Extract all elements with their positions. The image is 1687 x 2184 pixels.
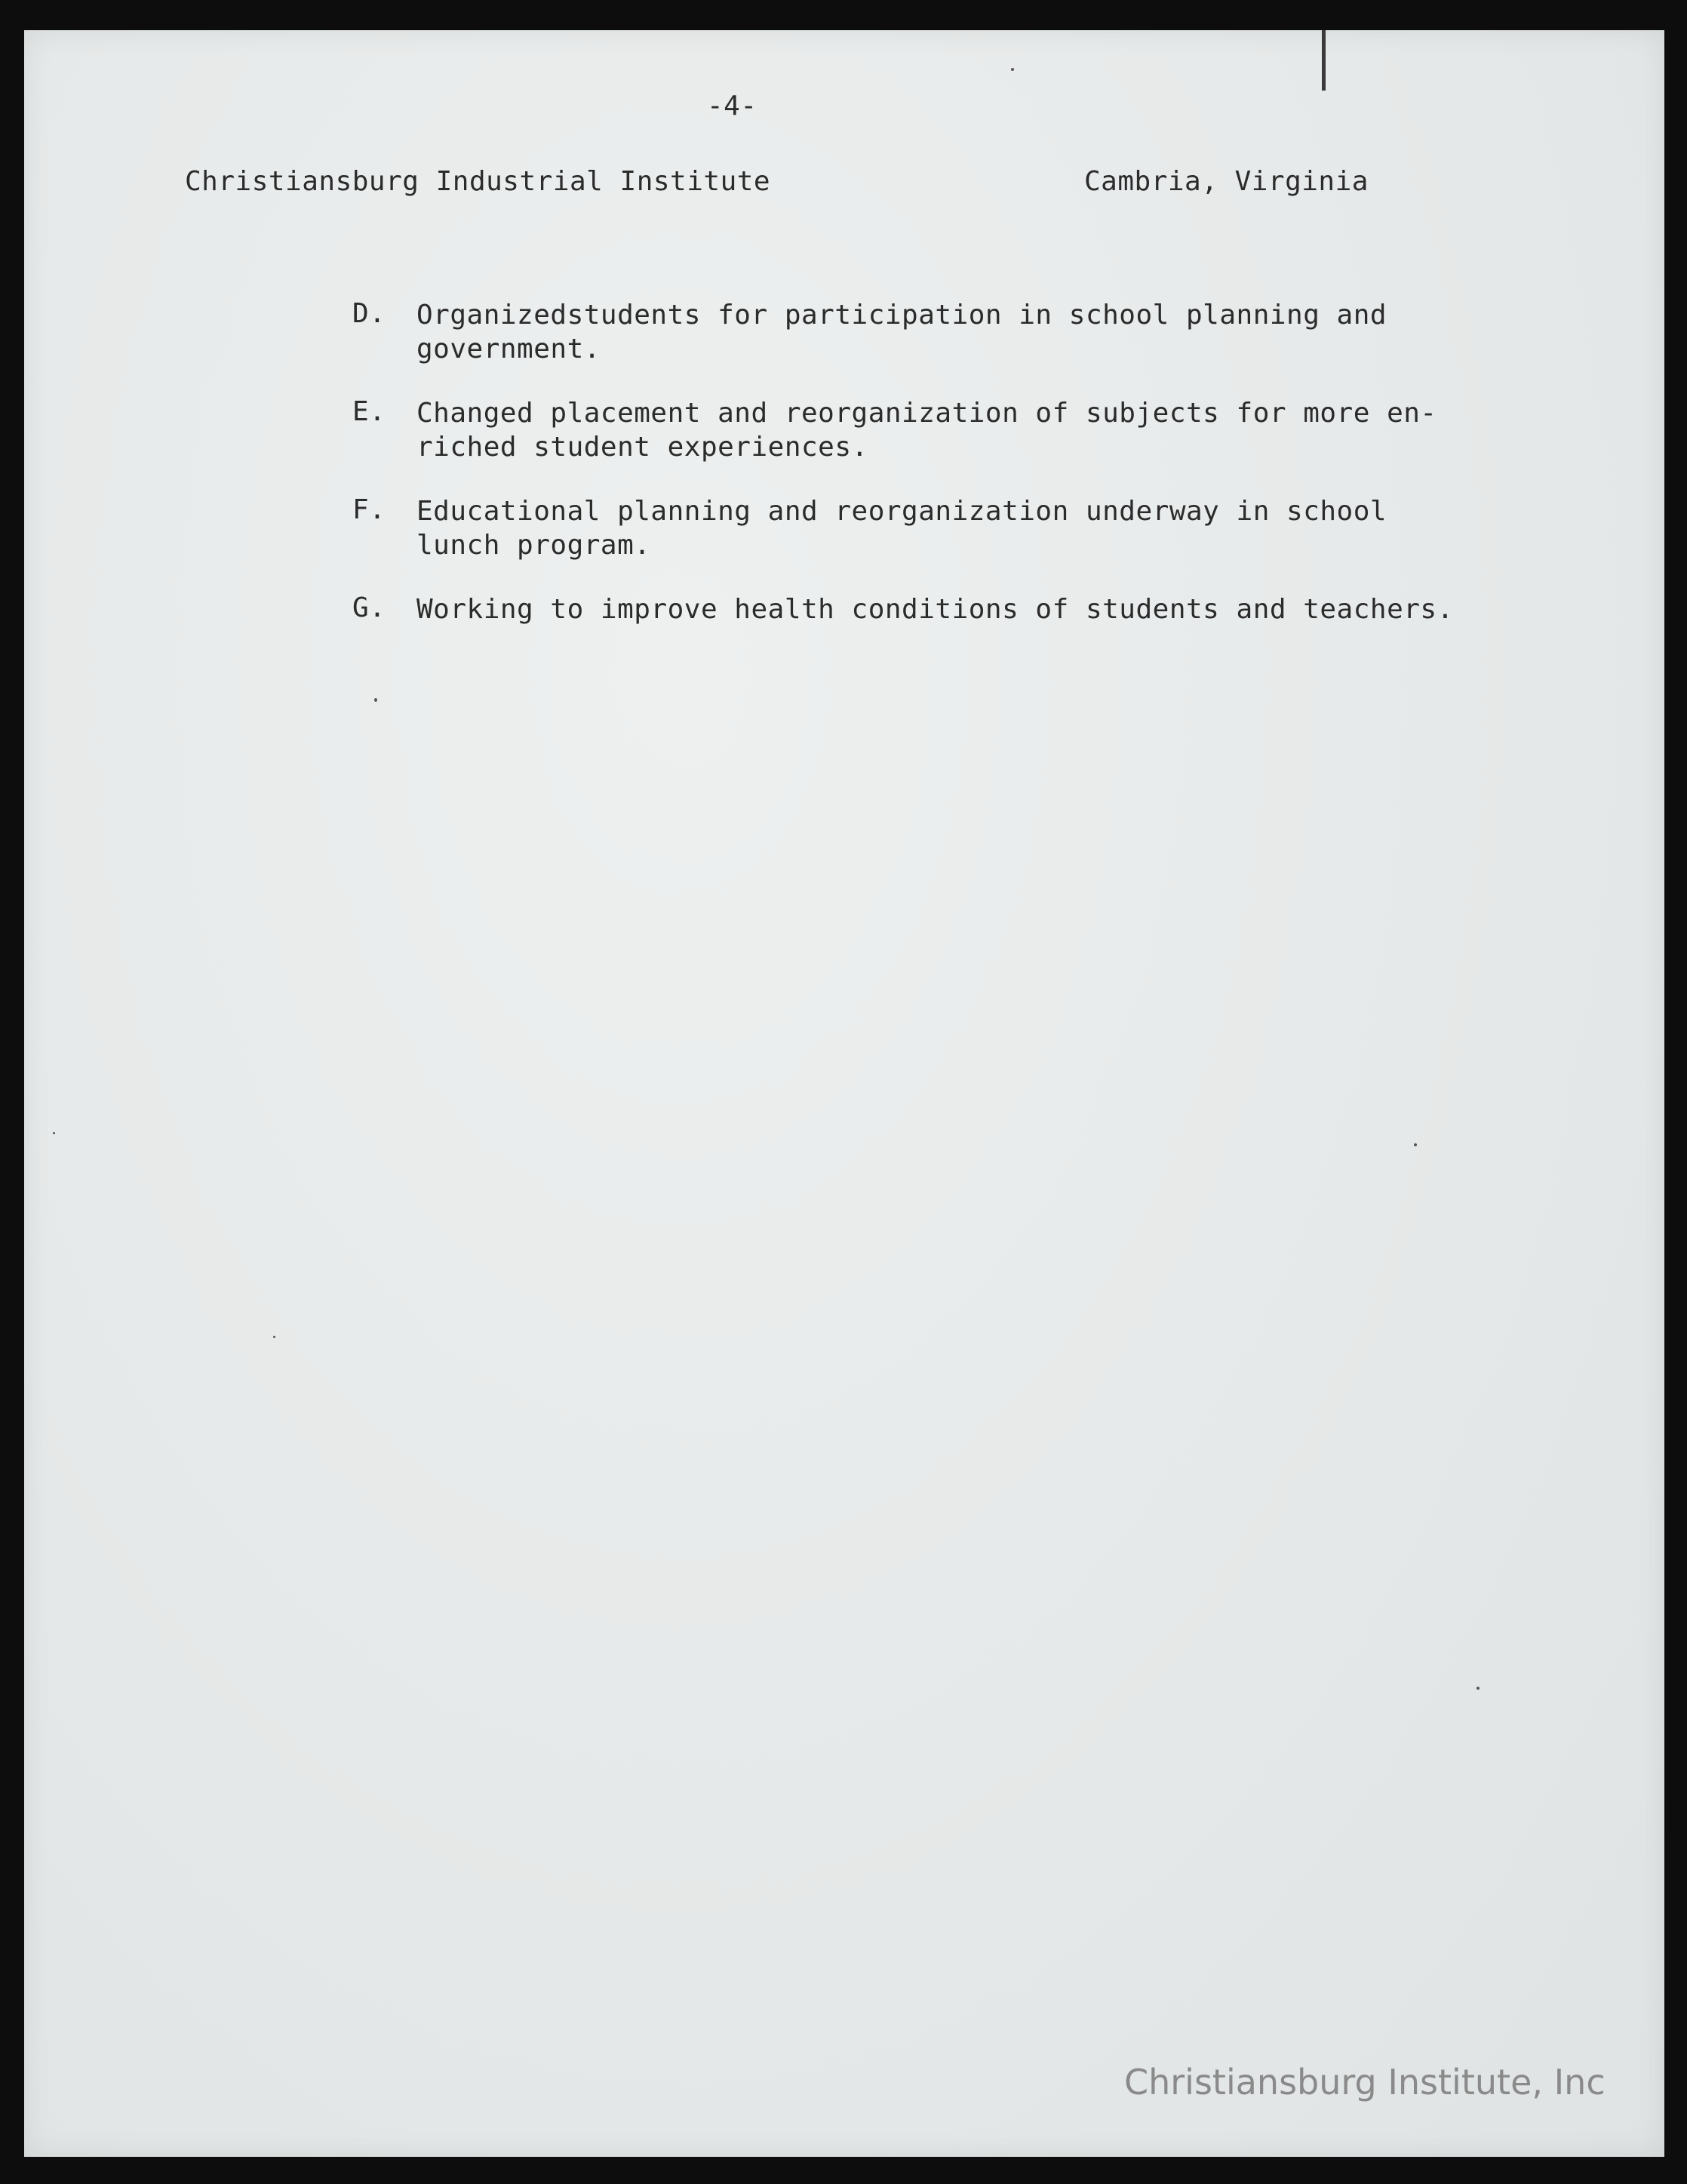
item-line: Working to improve health conditions of students and teachers.: [416, 594, 1454, 625]
item-text: [416, 592, 1454, 626]
item-line: riched student experiences.: [416, 432, 868, 463]
paper-speck: [273, 1336, 275, 1338]
item-line: Organizedstudents for participation in school planning and: [416, 300, 1387, 331]
item-letter: F.: [352, 494, 386, 525]
item-letter: E.: [352, 396, 386, 427]
paper-edge-mark: [1322, 30, 1326, 91]
item-text: [416, 396, 1437, 464]
paper-speck: [1011, 68, 1014, 71]
list-item: [352, 298, 1484, 366]
list-item: [352, 494, 1484, 562]
item-letter: G.: [352, 592, 386, 623]
page-number: -4-: [707, 91, 757, 122]
item-list: [352, 298, 1484, 657]
item-text: [416, 494, 1387, 562]
paper-speck: [374, 698, 377, 702]
paper-speck: [1477, 1687, 1480, 1690]
list-item: [352, 396, 1484, 464]
list-item: [352, 592, 1484, 626]
header-institution: Christiansburg Industrial Institute: [185, 166, 771, 197]
item-text: [416, 298, 1387, 366]
item-line: government.: [416, 334, 601, 365]
header-location: Cambria, Virginia: [1084, 166, 1369, 197]
item-letter: D.: [352, 298, 386, 329]
watermark: Christiansburg Institute, Inc: [1124, 2062, 1606, 2102]
item-line: lunch program.: [416, 530, 651, 561]
item-line: Educational planning and reorganization underway in school: [416, 496, 1387, 527]
item-line: Changed placement and reorganization of subjects for more en-: [416, 398, 1437, 429]
paper-speck: [53, 1132, 55, 1134]
paper-sheet: [24, 30, 1664, 2157]
paper-speck: [1414, 1143, 1417, 1146]
